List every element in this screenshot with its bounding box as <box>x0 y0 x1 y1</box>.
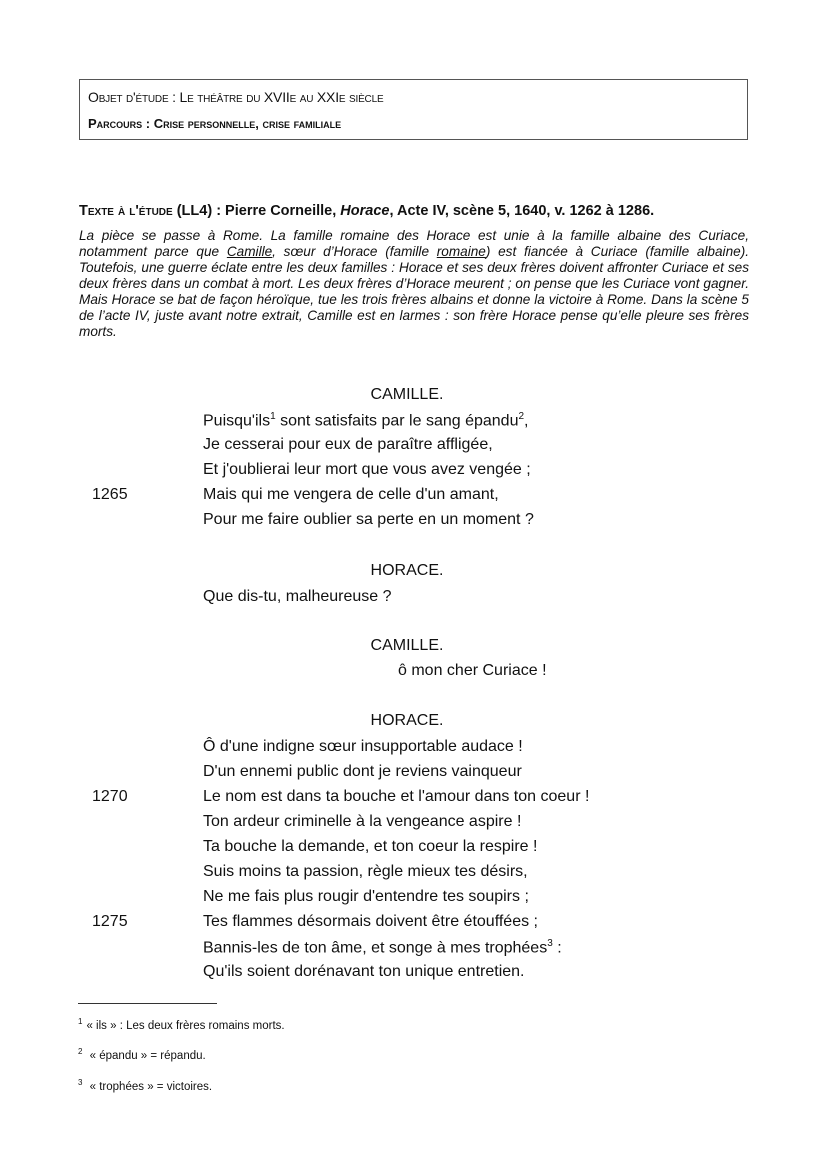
verse-line: Puisqu'ils$^1$ sont satisfaits par le sang épandu$^2$, <box>203 411 529 430</box>
speaker-horace: HORACE. <box>370 712 444 729</box>
intro-paragraph: La pièce se passe à Rome. La famille romaine des Horace est unie à la famille albaine des Curiace, notamment parce que Camille, sœur d’Horace (famille romaine) est fiancée à Curiace (famille albaine). Toutefois, une guerre éclate entre les deux familles : Horace et ses deux frères doivent affronter Curiace et ses deux frères dans un combat à mort. Les deux frères d’Horace meurent ; on pense que les Curiace vont gagner. Mais Horace se bat de façon héroïque, tue les trois frères albains et donne la victoire à Rome. Dans la scène 5 de l’acte IV, juste avant notre extrait, Camille est en larmes : son frère Horace pense qu’elle pleure ses frères morts. <box>79 228 749 339</box>
verse-line: Ne me fais plus rougir d'entendre tes soupirs ; <box>203 888 529 905</box>
footnote: $^1$ « ils » : Les deux frères romains morts. <box>78 1017 285 1032</box>
line-number: 1275 <box>92 913 128 930</box>
verse-line: D'un ennemi public dont je reviens vainqueur <box>203 763 522 780</box>
verse-line: Que dis-tu, malheureuse ? <box>203 588 392 605</box>
verse-line: Et j'oublierai leur mort que vous avez vengée ; <box>203 461 531 478</box>
footnote: $^2$ « épandu » = répandu. <box>78 1047 206 1062</box>
footnote: $^3$ « trophées » = victoires. <box>78 1078 213 1093</box>
line-number: 1265 <box>92 486 128 503</box>
verse-line: Ô d'une indigne sœur insupportable audace ! <box>203 738 523 755</box>
text-title: Texte à l'étude (LL4) : Pierre Corneille, Horace, Acte IV, scène 5, 1640, v. 1262 à 1286. <box>79 203 655 219</box>
header-box <box>79 79 748 140</box>
speaker-camille: CAMILLE. <box>370 386 444 403</box>
verse-line: ô mon cher Curiace ! <box>398 662 547 679</box>
verse-line: Je cesserai pour eux de paraître affligée, <box>203 436 493 453</box>
verse-line: Qu'ils soient dorénavant ton unique entretien. <box>203 963 525 980</box>
verse-line: Tes flammes désormais doivent être étouffées ; <box>203 913 538 930</box>
verse-line: Ton ardeur criminelle à la vengeance aspire ! <box>203 813 522 830</box>
verse-line: Suis moins ta passion, règle mieux tes désirs, <box>203 863 528 880</box>
verse-line: Le nom est dans ta bouche et l'amour dans ton coeur ! <box>203 788 590 805</box>
verse-line: Bannis-les de ton âme, et songe à mes trophées$^3$ : <box>203 938 562 957</box>
objet-etude: Objet d'étude : Le théâtre du XVIIe au XXIe siècle <box>88 89 384 105</box>
verse-line: Mais qui me vengera de celle d'un amant, <box>203 486 499 503</box>
verse-line: Pour me faire oublier sa perte en un moment ? <box>203 511 534 528</box>
line-number: 1270 <box>92 788 128 805</box>
parcours: Parcours : Crise personnelle, crise familiale <box>88 116 342 131</box>
verse-line: Ta bouche la demande, et ton coeur la respire ! <box>203 838 538 855</box>
speaker-horace: HORACE. <box>370 562 444 579</box>
speaker-camille: CAMILLE. <box>370 637 444 654</box>
footnote-divider <box>78 1003 217 1004</box>
